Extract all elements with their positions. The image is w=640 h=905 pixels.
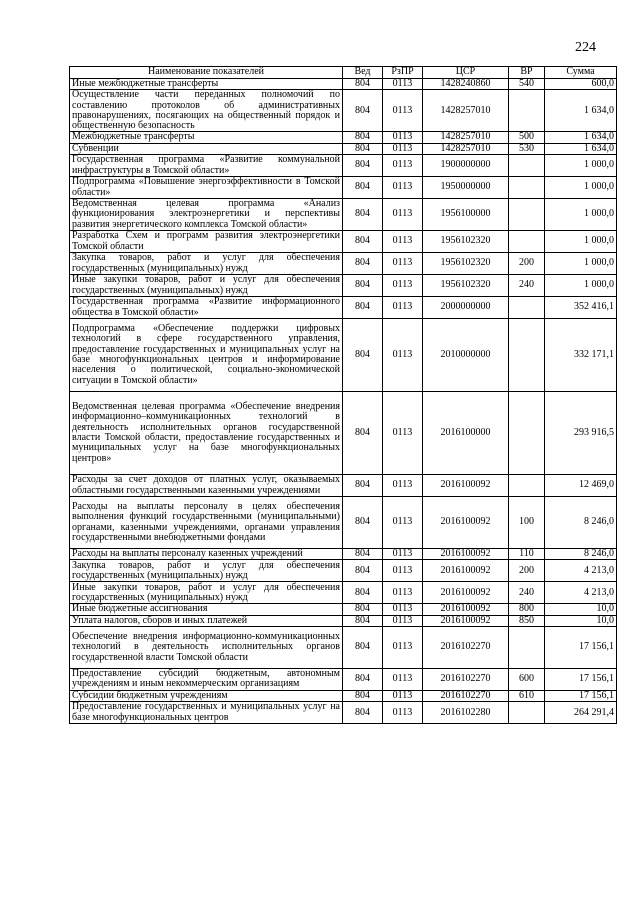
row-vr: 500 <box>509 132 545 143</box>
row-ved: 804 <box>343 177 383 199</box>
row-ved: 804 <box>343 690 383 701</box>
header-name: Наименование показателей <box>70 67 343 79</box>
row-csr: 2016102270 <box>423 626 509 668</box>
row-csr: 2016102280 <box>423 702 509 724</box>
row-sum: 264 291,4 <box>545 702 617 724</box>
row-ved: 804 <box>343 549 383 560</box>
row-ved: 804 <box>343 132 383 143</box>
row-sum: 8 246,0 <box>545 497 617 549</box>
row-rzpr: 0113 <box>383 690 423 701</box>
table-row <box>70 275 617 297</box>
row-name: Расходы на выплаты персоналу казенных учреждений <box>70 549 343 560</box>
row-vr <box>509 199 545 231</box>
table-row <box>70 560 617 582</box>
table-row <box>70 199 617 231</box>
row-rzpr: 0113 <box>383 604 423 615</box>
table-row <box>70 497 617 549</box>
header-sum: Сумма <box>545 67 617 79</box>
row-ved: 804 <box>343 392 383 475</box>
row-name: Закупка товаров, работ и услуг для обеспечения государственных (муниципальных) нужд <box>70 560 343 582</box>
table-row <box>70 549 617 560</box>
row-sum: 17 156,1 <box>545 626 617 668</box>
row-sum: 1 000,0 <box>545 155 617 177</box>
row-vr: 240 <box>509 275 545 297</box>
row-sum: 4 213,0 <box>545 582 617 604</box>
table-row <box>70 253 617 275</box>
row-sum: 352 416,1 <box>545 297 617 319</box>
row-sum: 293 916,5 <box>545 392 617 475</box>
row-vr <box>509 90 545 132</box>
row-vr <box>509 177 545 199</box>
row-sum: 600,0 <box>545 79 617 90</box>
row-csr: 1956102320 <box>423 275 509 297</box>
table-header-row <box>70 67 617 79</box>
row-sum: 1 000,0 <box>545 275 617 297</box>
row-ved: 804 <box>343 79 383 90</box>
row-rzpr: 0113 <box>383 392 423 475</box>
row-ved: 804 <box>343 275 383 297</box>
row-name: Подпрограмма «Повышение энергоэффективности в Томской области» <box>70 177 343 199</box>
row-vr: 100 <box>509 497 545 549</box>
row-vr <box>509 155 545 177</box>
row-ved: 804 <box>343 475 383 497</box>
row-name: Расходы на выплаты персоналу в целях обеспечения выполнения функций государственными (муниципальными) органами, казенными учреждениями, органами управления государственными внебюджетными фондами <box>70 497 343 549</box>
row-rzpr: 0113 <box>383 155 423 177</box>
row-vr: 800 <box>509 604 545 615</box>
row-rzpr: 0113 <box>383 177 423 199</box>
row-csr: 2016102270 <box>423 668 509 690</box>
row-vr <box>509 626 545 668</box>
row-sum: 10,0 <box>545 604 617 615</box>
row-ved: 804 <box>343 143 383 154</box>
row-sum: 1 000,0 <box>545 231 617 253</box>
row-name: Иные закупки товаров, работ и услуг для обеспечения государственных (муниципальных) нужд <box>70 582 343 604</box>
row-csr: 1950000000 <box>423 177 509 199</box>
row-name: Государственная программа «Развитие коммунальной инфраструктуры в Томской области» <box>70 155 343 177</box>
row-vr <box>509 475 545 497</box>
row-ved: 804 <box>343 560 383 582</box>
row-sum: 17 156,1 <box>545 690 617 701</box>
table-row <box>70 90 617 132</box>
row-vr: 110 <box>509 549 545 560</box>
table-row <box>70 702 617 724</box>
row-vr: 540 <box>509 79 545 90</box>
row-sum: 332 171,1 <box>545 319 617 392</box>
row-rzpr: 0113 <box>383 582 423 604</box>
table-row <box>70 155 617 177</box>
row-sum: 1 634,0 <box>545 90 617 132</box>
row-rzpr: 0113 <box>383 90 423 132</box>
row-rzpr: 0113 <box>383 549 423 560</box>
row-csr: 1428257010 <box>423 132 509 143</box>
row-csr: 2016102270 <box>423 690 509 701</box>
row-ved: 804 <box>343 497 383 549</box>
row-rzpr: 0113 <box>383 319 423 392</box>
row-rzpr: 0113 <box>383 497 423 549</box>
row-vr: 240 <box>509 582 545 604</box>
page-number: 224 <box>575 40 596 55</box>
row-name: Государственная программа «Развитие информационного общества в Томской области» <box>70 297 343 319</box>
row-csr: 1428257010 <box>423 143 509 154</box>
row-name: Иные закупки товаров, работ и услуг для обеспечения государственных (муниципальных) нужд <box>70 275 343 297</box>
row-vr: 610 <box>509 690 545 701</box>
row-sum: 10,0 <box>545 615 617 626</box>
row-name: Расходы за счет доходов от платных услуг, оказываемых областными государственными казенными учреждениями <box>70 475 343 497</box>
row-rzpr: 0113 <box>383 275 423 297</box>
row-sum: 4 213,0 <box>545 560 617 582</box>
row-csr: 2000000000 <box>423 297 509 319</box>
row-vr: 530 <box>509 143 545 154</box>
table-row <box>70 690 617 701</box>
budget-table <box>69 66 617 724</box>
row-name: Подпрограмма «Обеспечение поддержки цифровых технологий в сфере государственного управления, предоставление государственных и муниципальных услуг на базе многофункциональных центров и информирование населения о политической, социально-экономической ситуации в Томской области» <box>70 319 343 392</box>
row-ved: 804 <box>343 702 383 724</box>
row-name: Межбюджетные трансферты <box>70 132 343 143</box>
row-csr: 1956102320 <box>423 253 509 275</box>
row-csr: 1428240860 <box>423 79 509 90</box>
table-row <box>70 132 617 143</box>
row-csr: 2010000000 <box>423 319 509 392</box>
row-sum: 1 634,0 <box>545 132 617 143</box>
row-sum: 1 000,0 <box>545 253 617 275</box>
header-ved: Вед <box>343 67 383 79</box>
table-row <box>70 231 617 253</box>
row-rzpr: 0113 <box>383 231 423 253</box>
row-name: Иные бюджетные ассигнования <box>70 604 343 615</box>
row-csr: 2016100092 <box>423 475 509 497</box>
row-rzpr: 0113 <box>383 253 423 275</box>
row-vr <box>509 231 545 253</box>
row-rzpr: 0113 <box>383 626 423 668</box>
table-row <box>70 626 617 668</box>
row-ved: 804 <box>343 668 383 690</box>
row-csr: 1956100000 <box>423 199 509 231</box>
row-rzpr: 0113 <box>383 560 423 582</box>
table-row <box>70 475 617 497</box>
row-rzpr: 0113 <box>383 143 423 154</box>
row-ved: 804 <box>343 297 383 319</box>
table-row <box>70 177 617 199</box>
row-rzpr: 0113 <box>383 297 423 319</box>
row-vr <box>509 319 545 392</box>
row-name: Субсидии бюджетным учреждениям <box>70 690 343 701</box>
table-row <box>70 668 617 690</box>
row-name: Ведомственная целевая программа «Обеспечение внедрения информационно–коммуникационных технологий в деятельность исполнительных органов государственной власти Томской области, предоставление государственных и муниципальных услуг на базе многофункциональных центров» <box>70 392 343 475</box>
row-rzpr: 0113 <box>383 615 423 626</box>
table-row <box>70 143 617 154</box>
row-ved: 804 <box>343 155 383 177</box>
row-ved: 804 <box>343 199 383 231</box>
row-name: Закупка товаров, работ и услуг для обеспечения государственных (муниципальных) нужд <box>70 253 343 275</box>
row-vr: 600 <box>509 668 545 690</box>
row-ved: 804 <box>343 582 383 604</box>
row-ved: 804 <box>343 615 383 626</box>
row-csr: 1956102320 <box>423 231 509 253</box>
row-vr: 850 <box>509 615 545 626</box>
row-csr: 1428257010 <box>423 90 509 132</box>
row-rzpr: 0113 <box>383 79 423 90</box>
row-sum: 12 469,0 <box>545 475 617 497</box>
row-ved: 804 <box>343 231 383 253</box>
row-csr: 2016100092 <box>423 497 509 549</box>
header-rzpr: РзПР <box>383 67 423 79</box>
row-name: Ведомственная целевая программа «Анализ функционирования электроэнергетики и перспективы развития энергетического комплекса Томской области» <box>70 199 343 231</box>
row-ved: 804 <box>343 604 383 615</box>
row-csr: 2016100092 <box>423 582 509 604</box>
row-vr <box>509 392 545 475</box>
table-row <box>70 392 617 475</box>
row-csr: 2016100092 <box>423 560 509 582</box>
row-csr: 2016100000 <box>423 392 509 475</box>
row-vr: 200 <box>509 560 545 582</box>
row-sum: 1 634,0 <box>545 143 617 154</box>
table-row <box>70 319 617 392</box>
header-csr: ЦСР <box>423 67 509 79</box>
row-csr: 2016100092 <box>423 615 509 626</box>
row-csr: 2016100092 <box>423 604 509 615</box>
row-vr <box>509 702 545 724</box>
row-rzpr: 0113 <box>383 132 423 143</box>
table-row <box>70 582 617 604</box>
row-name: Уплата налогов, сборов и иных платежей <box>70 615 343 626</box>
row-ved: 804 <box>343 253 383 275</box>
row-sum: 1 000,0 <box>545 199 617 231</box>
row-ved: 804 <box>343 626 383 668</box>
table-row <box>70 604 617 615</box>
row-name: Предоставление государственных и муниципальных услуг на базе многофункциональных центров <box>70 702 343 724</box>
row-csr: 1900000000 <box>423 155 509 177</box>
row-sum: 8 246,0 <box>545 549 617 560</box>
row-name: Обеспечение внедрения информационно-коммуникационных технологий в деятельность исполнительных органов государственной власти Томской области <box>70 626 343 668</box>
row-name: Субвенции <box>70 143 343 154</box>
row-name: Разработка Схем и программ развития электроэнергетики Томской области <box>70 231 343 253</box>
row-rzpr: 0113 <box>383 475 423 497</box>
header-vr: ВР <box>509 67 545 79</box>
table-row <box>70 297 617 319</box>
row-ved: 804 <box>343 90 383 132</box>
row-sum: 17 156,1 <box>545 668 617 690</box>
table-row <box>70 615 617 626</box>
table-row <box>70 79 617 90</box>
row-name: Осуществление части переданных полномочий по составлению протоколов об административных правонарушениях, посягающих на общественный порядок и общественную безопасность <box>70 90 343 132</box>
row-name: Предоставление субсидий бюджетным, автономным учреждениям и иным некоммерческим организациям <box>70 668 343 690</box>
row-csr: 2016100092 <box>423 549 509 560</box>
row-name: Иные межбюджетные трансферты <box>70 79 343 90</box>
row-rzpr: 0113 <box>383 199 423 231</box>
row-vr: 200 <box>509 253 545 275</box>
row-rzpr: 0113 <box>383 668 423 690</box>
row-rzpr: 0113 <box>383 702 423 724</box>
row-ved: 804 <box>343 319 383 392</box>
row-sum: 1 000,0 <box>545 177 617 199</box>
row-vr <box>509 297 545 319</box>
